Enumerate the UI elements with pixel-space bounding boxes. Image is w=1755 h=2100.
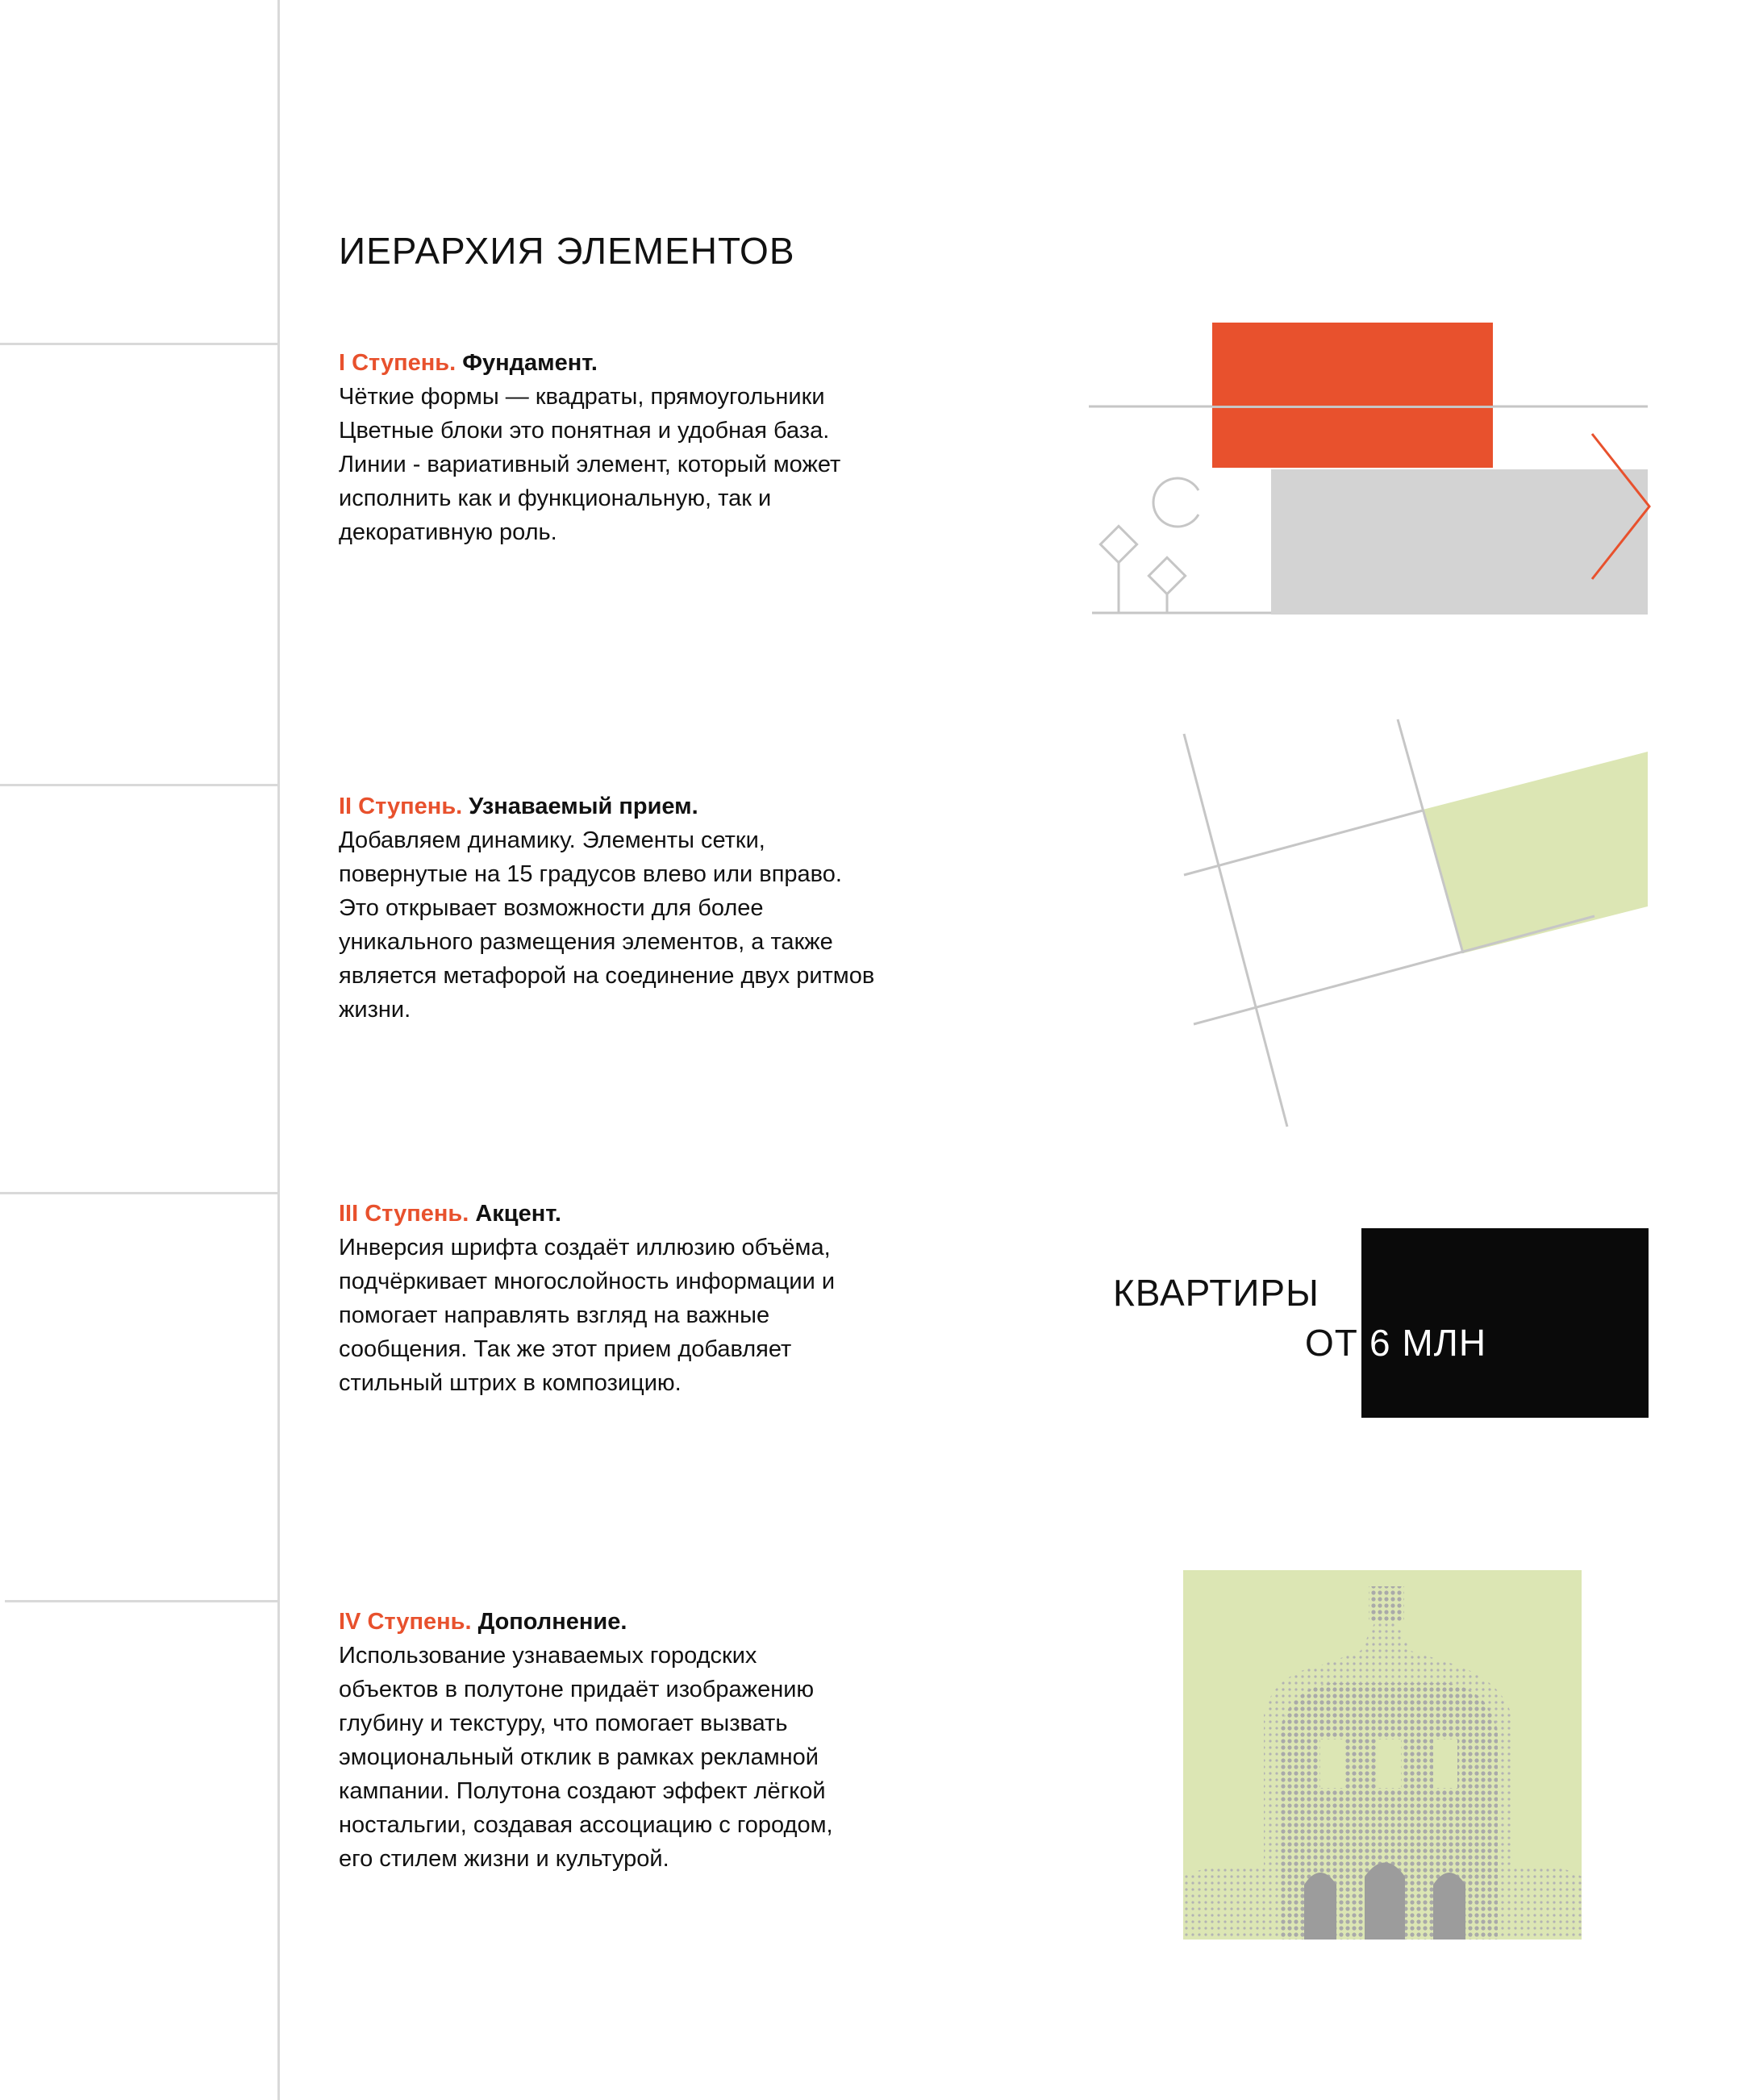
body-text-line: исполнить как и функциональную, так и	[339, 485, 772, 511]
stage-label: I Ступень.	[339, 350, 456, 376]
body-text-line: является метафорой на соединение двух ритмов	[339, 963, 875, 989]
halftone-building-illustration	[1183, 1570, 1582, 1940]
section-heading	[339, 790, 968, 823]
section-heading	[339, 1605, 968, 1639]
body-text-line: повернутые на 15 градусов влево или вправо.	[339, 861, 842, 887]
rotated-grid-illustration	[1161, 710, 1661, 1137]
foundation-blocks-illustration	[1081, 315, 1661, 621]
section-accent	[339, 1197, 968, 1400]
stage-label: III Ступень.	[339, 1201, 469, 1227]
body-text-line: уникального размещения элементов, а также	[339, 929, 833, 955]
body-text-line: Использование узнаваемых городских	[339, 1643, 757, 1669]
body-text-line: подчёркивает многослойность информации и	[339, 1269, 836, 1294]
body-text-line: декоративную роль.	[339, 519, 557, 545]
diamond-icon	[1148, 557, 1185, 594]
inverted-type-example	[1113, 1226, 1661, 1419]
grey-block	[1271, 469, 1648, 615]
body-text-line: Добавляем динамику. Элементы сетки,	[339, 827, 765, 853]
section-addition	[339, 1605, 968, 1876]
grid-line	[1184, 810, 1423, 875]
green-rotated-block	[1423, 752, 1648, 953]
stage-name: Акцент.	[475, 1201, 561, 1227]
ad-line-from: ОТ	[1305, 1322, 1358, 1364]
stage-name: Узнаваемый прием.	[469, 794, 698, 819]
guide-on-orange	[1212, 406, 1493, 408]
arc-icon	[1153, 478, 1198, 527]
ad-line-price: 6 МЛН	[1369, 1322, 1487, 1364]
body-text-line: Цветные блоки это понятная и удобная база.	[339, 418, 830, 444]
stage-label: II Ступень.	[339, 794, 463, 819]
body-text-line: помогает направлять взгляд на важные	[339, 1302, 770, 1328]
ad-line-apartments: КВАРТИРЫ	[1113, 1272, 1319, 1314]
body-text-line: ностальгии, создавая ассоциацию с городом,	[339, 1812, 833, 1838]
section-foundation	[339, 346, 968, 549]
body-text-line: Это открывает возможности для более	[339, 895, 764, 921]
body-text-line: глубину и текстуру, что помогает вызвать	[339, 1710, 788, 1736]
diamond-icon	[1100, 526, 1136, 562]
body-text-line: объектов в полутоне придаёт изображению	[339, 1677, 815, 1702]
body-text-line: его стилем жизни и культурой.	[339, 1846, 669, 1872]
body-text-line: Чёткие формы — квадраты, прямоугольники	[339, 384, 825, 410]
grid-horizontal-line	[0, 1192, 279, 1194]
body-text-line: жизни.	[339, 997, 411, 1023]
stage-name: Фундамент.	[462, 350, 598, 376]
grid-horizontal-line	[0, 343, 279, 345]
grid-horizontal-line	[0, 784, 279, 786]
body-text-line: Линии - вариативный элемент, который может	[339, 452, 841, 477]
orange-block-fill	[1212, 323, 1493, 468]
body-text-line: сообщения. Так же этот прием добавляет	[339, 1336, 792, 1362]
body-text-line: эмоциональный отклик в рамках рекламной	[339, 1744, 819, 1770]
grid-horizontal-line	[5, 1600, 279, 1602]
grid-line	[1184, 734, 1287, 1127]
body-text-line: Инверсия шрифта создаёт иллюзию объёма,	[339, 1235, 831, 1260]
stage-label: IV Ступень.	[339, 1609, 472, 1635]
page-title: ИЕРАРХИЯ ЭЛЕМЕНТОВ	[339, 230, 795, 272]
section-heading	[339, 346, 968, 380]
grid-vertical-line	[277, 0, 280, 2100]
stage-name: Дополнение.	[477, 1609, 627, 1635]
body-text-line: стильный штрих в композицию.	[339, 1370, 682, 1396]
section-recognizable-technique	[339, 790, 968, 1027]
section-heading	[339, 1197, 968, 1231]
grid-line	[1194, 916, 1595, 1024]
body-text-line: кампании. Полутона создают эффект лёгкой	[339, 1778, 826, 1804]
